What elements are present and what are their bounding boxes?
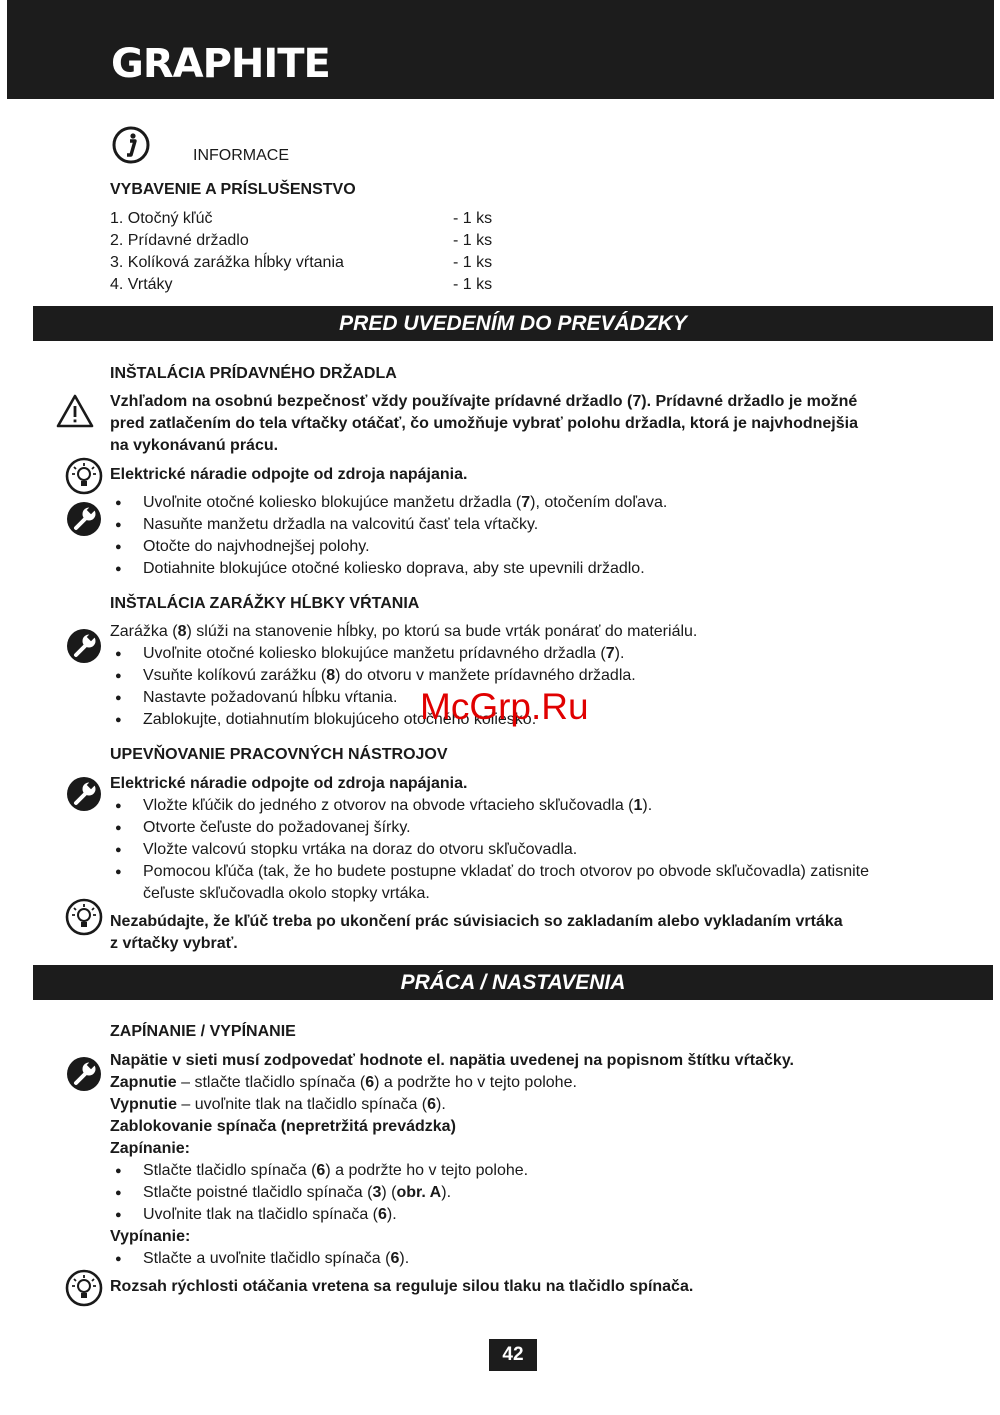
lightbulb-tip-icon (65, 1269, 103, 1307)
handle-section-title: INŠTALÁCIA PRÍDAVNÉHO DRŽADLA (110, 365, 397, 382)
wrench-icon (65, 500, 103, 538)
depth-step: Uvoľnite otočné koliesko blokujúce manžetu prídavného držadla (7). (143, 645, 625, 662)
bullet-dot: ● (115, 541, 122, 553)
equipment-item-qty: - 1 ks (453, 210, 493, 227)
warning-icon (55, 393, 95, 429)
equipment-item-name: 2. Prídavné držadlo (110, 232, 249, 249)
tools-step-continued: čeľuste skľučovadla okolo stopky vrtáka. (143, 885, 430, 902)
warning-text-line: na vykonávanú prácu. (110, 437, 279, 454)
wrench-icon (65, 775, 103, 813)
switch-off-subtitle: Vypínanie: (110, 1228, 191, 1245)
disconnect-power-notice: Elektrické náradie odpojte od zdroja napájania. (110, 775, 468, 792)
watermark: McGrp.Ru (420, 686, 589, 727)
speed-regulation-tip: Rozsah rýchlosti otáčania vretena sa reguluje silou tlaku na tlačidlo spínača. (110, 1278, 694, 1295)
equipment-item-name: 3. Kolíková zarážka hĺbky vŕtania (110, 254, 344, 271)
tools-step: Vložte valcovú stopku vrtáka na doraz do otvoru skľučovadla. (143, 841, 578, 858)
equipment-item-name: 4. Vrtáky (110, 276, 173, 293)
section-bar-before-use: PRED UVEDENÍM DO PREVÁDZKY (33, 306, 993, 341)
switch-on-step: Uvoľnite tlak na tlačidlo spínača (6). (143, 1206, 397, 1223)
warning-text-line: Vzhľadom na osobnú bezpečnosť vždy používajte prídavné držadlo (7). Prídavné držadlo je možné (110, 393, 858, 410)
brand-name: GRAPHITE (111, 41, 330, 84)
switch-on-step: Stlačte poistné tlačidlo spínača (3) (obr. A). (143, 1184, 452, 1201)
bullet-dot: ● (115, 648, 122, 660)
equipment-title: VYBAVENIE A PRÍSLUŠENSTVO (110, 181, 356, 198)
bullet-dot: ● (115, 670, 122, 682)
wrench-icon (65, 627, 103, 665)
equipment-item-qty: - 1 ks (453, 232, 493, 249)
bullet-dot: ● (115, 497, 122, 509)
depth-step: Vsuňte kolíkovú zarážku (8) do otvoru v manžete prídavného držadla. (143, 667, 636, 684)
handle-step: Dotiahnite blokujúce otočné koliesko doprava, aby ste upevnili držadlo. (143, 560, 645, 577)
bullet-dot: ● (115, 1253, 122, 1265)
bullet-dot: ● (115, 1187, 122, 1199)
equipment-item-qty: - 1 ks (453, 254, 493, 271)
bullet-dot: ● (115, 692, 122, 704)
bullet-dot: ● (115, 714, 122, 726)
wrench-icon (65, 1055, 103, 1093)
depth-intro: Zarážka (8) slúži na stanovenie hĺbky, po ktorú sa bude vrták ponárať do materiálu. (110, 623, 698, 640)
switch-on-step: Stlačte tlačidlo spínača (6) a podržte ho v tejto polohe. (143, 1162, 529, 1179)
info-label: INFORMACE (193, 147, 289, 164)
bullet-dot: ● (115, 800, 122, 812)
warning-text-line: pred zatlačením do tela vŕtačky otáčať, čo umožňuje vybrať polohu držadla, ktorá je najvhodnejšia (110, 415, 858, 432)
page-header (7, 0, 994, 99)
equipment-item-qty: - 1 ks (453, 276, 493, 293)
bullet-dot: ● (115, 844, 122, 856)
tools-step: Otvorte čeľuste do požadovanej šírky. (143, 819, 411, 836)
bullet-dot: ● (115, 1209, 122, 1221)
key-removal-tip: Nezabúdajte, že kľúč treba po ukončení prác súvisiacich so zakladaním alebo vykladaním vrtáka (110, 913, 843, 930)
switch-section-title: ZAPÍNANIE / VYPÍNANIE (110, 1023, 296, 1040)
page-number: 42 (489, 1339, 537, 1371)
tools-step: Vložte kľúčik do jedného z otvorov na obvode vŕtacieho skľučovadla (1). (143, 797, 653, 814)
switch-off-text: Vypnutie – uvoľnite tlak na tlačidlo spínača (6). (110, 1096, 446, 1113)
bullet-dot: ● (115, 866, 122, 878)
lightbulb-tip-icon (65, 457, 103, 495)
graphite-logo (111, 40, 355, 84)
switch-on-subtitle: Zapínanie: (110, 1140, 191, 1157)
bullet-dot: ● (115, 519, 122, 531)
disconnect-power-tip: Elektrické náradie odpojte od zdroja napájania. (110, 466, 468, 483)
bullet-dot: ● (115, 1165, 122, 1177)
tools-step: Pomocou kľúča (tak, že ho budete postupne vkladať do troch otvorov po obvode skľučovadla) zatisnite (143, 863, 869, 880)
section-bar-operation: PRÁCA / NASTAVENIA (33, 965, 993, 1000)
bullet-dot: ● (115, 563, 122, 575)
info-icon (111, 125, 151, 165)
tools-section-title: UPEVŇOVANIE PRACOVNÝCH NÁSTROJOV (110, 746, 448, 763)
bullet-dot: ● (115, 822, 122, 834)
switch-on-text: Zapnutie – stlačte tlačidlo spínača (6) a podržte ho v tejto polohe. (110, 1074, 577, 1091)
lightbulb-tip-icon (65, 898, 103, 936)
depth-section-title: INŠTALÁCIA ZARÁŽKY HĹBKY VŔTANIA (110, 595, 420, 612)
switch-lock-title: Zablokovanie spínača (nepretržitá prevádzka) (110, 1118, 456, 1135)
switch-off-step: Stlačte a uvoľnite tlačidlo spínača (6). (143, 1250, 410, 1267)
depth-step: Nastavte požadovanú hĺbku vŕtania. (143, 689, 398, 706)
voltage-notice: Napätie v sieti musí zodpovedať hodnote el. napätia uvedenej na popisnom štítku vŕtačky. (110, 1052, 794, 1069)
depth-step: Zablokujte, dotiahnutím blokujúceho otočného koliesko. (143, 711, 537, 728)
handle-step: Nasuňte manžetu držadla na valcovitú časť tela vŕtačky. (143, 516, 539, 533)
handle-step: Otočte do najvhodnejšej polohy. (143, 538, 370, 555)
equipment-item-name: 1. Otočný kľúč (110, 210, 213, 227)
key-removal-tip: z vŕtačky vybrať. (110, 935, 238, 952)
handle-step: Uvoľnite otočné koliesko blokujúce manžetu držadla (7), otočením doľava. (143, 494, 668, 511)
